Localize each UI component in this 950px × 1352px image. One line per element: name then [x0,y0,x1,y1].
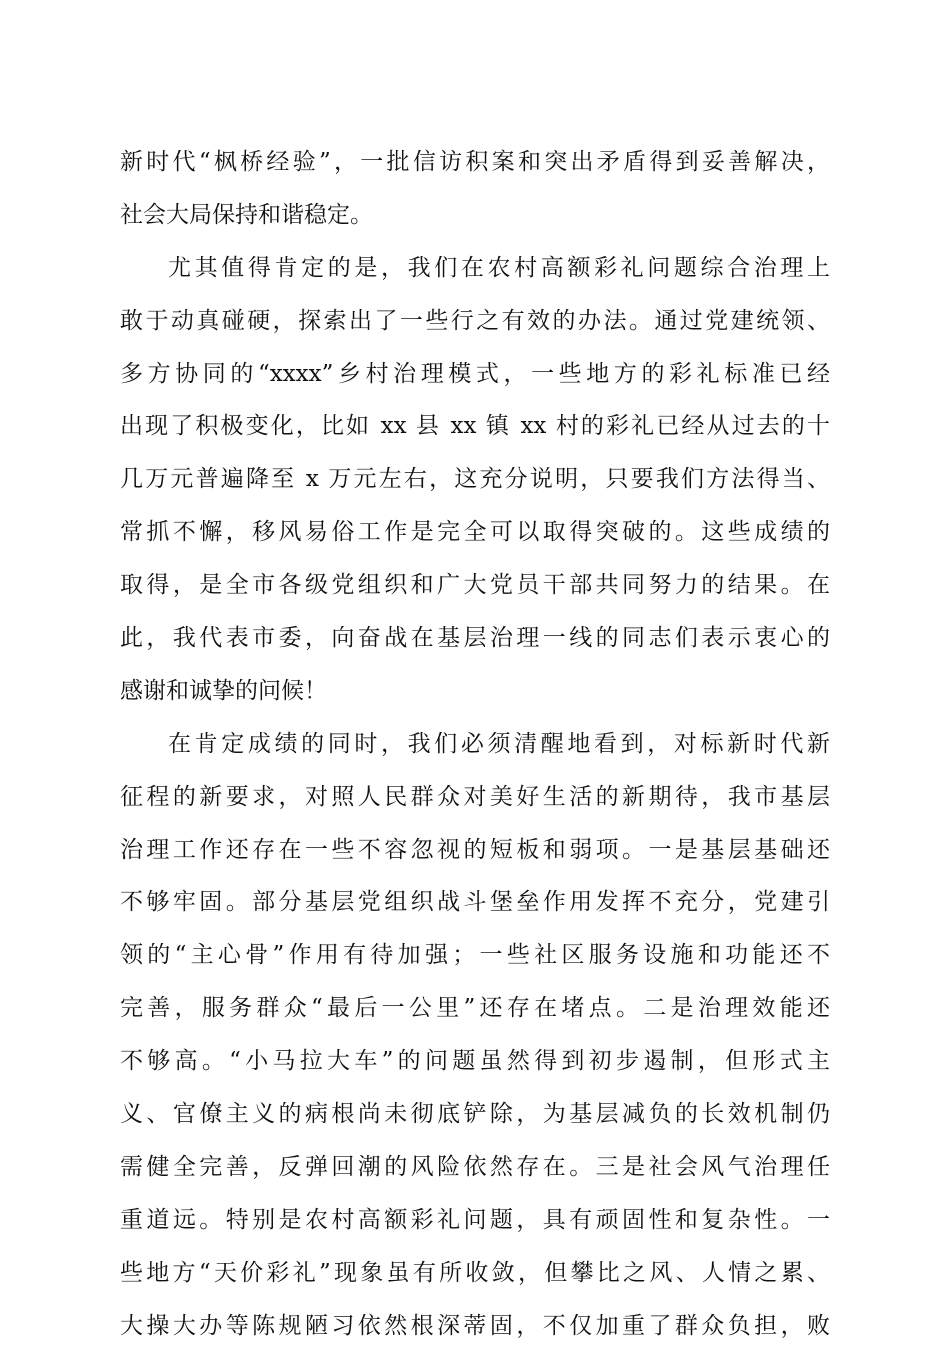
paragraph-3 [120,718,830,1352]
text-line: 几万元普遍降至 x 万元左右，这充分说明，只要我们方法得当、 [120,466,830,493]
text-line: 取得，是全市各级党组织和广大党员干部共同努力的结果。在 [120,572,830,599]
text-line: 敢于动真碰硬，探索出了一些行之有效的办法。通过党建统领、 [120,307,830,334]
text-line: 常抓不懈，移风易俗工作是完全可以取得突破的。这些成绩的 [120,519,830,546]
document-body [120,136,830,1352]
text-line: 些地方“天价彩礼”现象虽有所收敛，但攀比之风、人情之累、 [120,1259,830,1286]
text-line: 新时代“枫桥经验”，一批信访积案和突出矛盾得到妥善解决， [120,149,830,175]
text-line: 重道远。特别是农村高额彩礼问题，具有顽固性和复杂性。一 [120,1206,830,1233]
text-line: 义、官僚主义的病根尚未彻底铲除，为基层减负的长效机制仍 [120,1101,830,1128]
text-line: 不够牢固。部分基层党组织战斗堡垒作用发挥不充分，党建引 [120,889,830,916]
text-line: 治理工作还存在一些不容忽视的短板和弱项。一是基层基础还 [120,836,830,863]
text-line: 在肯定成绩的同时，我们必须清醒地看到，对标新时代新 [168,730,830,757]
text-line: 社会大局保持和谐稳定。 [120,201,373,228]
text-line: 需健全完善，反弹回潮的风险依然存在。三是社会风气治理任 [120,1153,830,1180]
text-line: 征程的新要求，对照人民群众对美好生活的新期待，我市基层 [120,783,830,810]
text-line: 完善，服务群众“最后一公里”还存在堵点。二是治理效能还 [120,995,830,1022]
text-line: 多方协同的“xxxx”乡村治理模式，一些地方的彩礼标准已经 [120,360,830,387]
text-line: 此，我代表市委，向奋战在基层治理一线的同志们表示衷心的 [120,625,830,652]
text-line: 领的“主心骨”作用有待加强；一些社区服务设施和功能还不 [120,942,830,969]
text-line: 大操大办等陈规陋习依然根深蒂固，不仅加重了群众负担，败 [120,1312,830,1339]
paragraph-1 [120,136,830,242]
text-line: 尤其值得肯定的是，我们在农村高额彩礼问题综合治理上 [168,254,830,281]
text-line: 感谢和诚挚的问候！ [120,677,327,704]
paragraph-2 [120,242,830,718]
text-line: 不够高。“小马拉大车”的问题虽然得到初步遏制，但形式主 [120,1048,830,1075]
text-line: 出现了积极变化，比如 xx 县 xx 镇 xx 村的彩礼已经从过去的十 [120,413,830,440]
